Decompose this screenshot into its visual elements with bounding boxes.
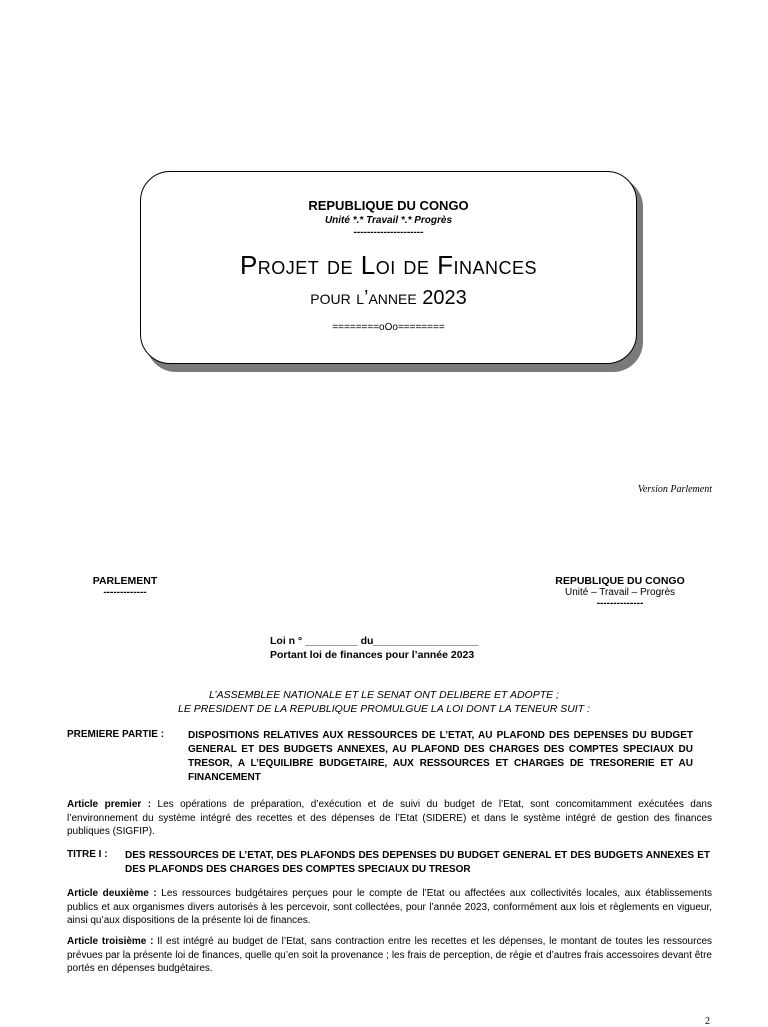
preamble-line-2: LE PRESIDENT DE LA REPUBLIQUE PROMULGUE LA LOI DONT LA TENEUR SUIT : bbox=[178, 703, 590, 715]
cover-separator: --------------------- bbox=[353, 227, 424, 238]
header-left-dashes: ------------- bbox=[103, 587, 147, 598]
header-left-title: PARLEMENT bbox=[92, 575, 158, 587]
premiere-partie-heading: DISPOSITIONS RELATIVES AUX RESSOURCES DE L’ETAT, AU PLAFOND DES DEPENSES DU BUDGET GENERAL ET DES BUDGETS ANNEXES, AU PLAFOND DES CHARGES DES COMPTES SPECIAUX DU TRESOR, A L’EQUILIBRE BUDGETAIRE, AUX RESSOURCES ET CHARGES DE TRESORERIE ET AU FINANCEMENT bbox=[188, 730, 693, 783]
preamble bbox=[60, 688, 708, 716]
article-deuxieme bbox=[67, 887, 712, 928]
cover-ornament: ========oOo======== bbox=[332, 322, 445, 333]
cover-title: Projet de Loi de Finances bbox=[239, 250, 538, 280]
loi-subject: Portant loi de finances pour l’année 2023 bbox=[270, 649, 475, 661]
loi-block bbox=[270, 634, 479, 662]
article-premier bbox=[67, 798, 712, 839]
version-label: Version Parlement bbox=[637, 484, 712, 495]
cover-box bbox=[140, 171, 637, 364]
page-number: 2 bbox=[705, 1016, 710, 1027]
article-premier-label: Article premier : bbox=[67, 799, 152, 810]
header-left bbox=[75, 575, 175, 598]
premiere-partie-label: PREMIERE PARTIE : bbox=[67, 729, 165, 740]
header-right-dashes: -------------- bbox=[596, 598, 644, 609]
cover-motto: Unité *.* Travail *.* Progrès bbox=[324, 215, 453, 226]
article-deuxieme-text: Les ressources budgétaires perçues pour le compte de l’Etat ou affectées aux collectivités locales, aux établissements publics et aux organismes divers autorisés à les percevoir, sont collectées, pour l’année 2023, conformément aux lois et règlements en vigueur, ainsi qu’aux dispositions de la présente loi de finances. bbox=[67, 888, 712, 926]
header-right-title: REPUBLIQUE DU CONGO bbox=[555, 575, 685, 587]
article-troisieme-text: Il est intégré au budget de l’Etat, sans contraction entre les recettes et les dépenses, le montant de toutes les ressources prévues par la présente loi de finances, quelle qu’en soit la provenance ; les frais de perception, de régie et d’autres frais accessoires devant être portés en dépenses budgétaires. bbox=[67, 936, 712, 974]
cover-subtitle: pour l’annee 2023 bbox=[310, 287, 467, 309]
article-premier-text: Les opérations de préparation, d’exécution et de suivi du budget de l’Etat, sont concomitamment exécutées dans l’environnement du système intégré des recettes et des dépenses de l’Etat (SIDERE) et dans le système intégré de gestion des finances publiques (SIGFIP). bbox=[67, 799, 712, 837]
titre-1-label: TITRE I : bbox=[67, 849, 108, 860]
preamble-line-1: L’ASSEMBLEE NATIONALE ET LE SENAT ONT DELIBERE ET ADOPTE ; bbox=[209, 689, 559, 701]
cover-republic: REPUBLIQUE DU CONGO bbox=[308, 198, 469, 213]
header-right bbox=[530, 575, 710, 609]
loi-number-line: Loi n ° _________ du__________________ bbox=[270, 635, 479, 647]
article-troisieme bbox=[67, 935, 712, 976]
article-troisieme-label: Article troisième : bbox=[67, 936, 154, 947]
article-deuxieme-label: Article deuxième : bbox=[67, 888, 157, 899]
header-right-motto: Unité – Travail – Progrès bbox=[564, 587, 676, 598]
titre-1-heading: DES RESSOURCES DE L’ETAT, DES PLAFONDS DES DEPENSES DU BUDGET GENERAL ET DES BUDGETS ANNEXES ET DES PLAFONDS DES CHARGES DES COMPTES SPECIAUX DU TRESOR bbox=[125, 850, 710, 875]
